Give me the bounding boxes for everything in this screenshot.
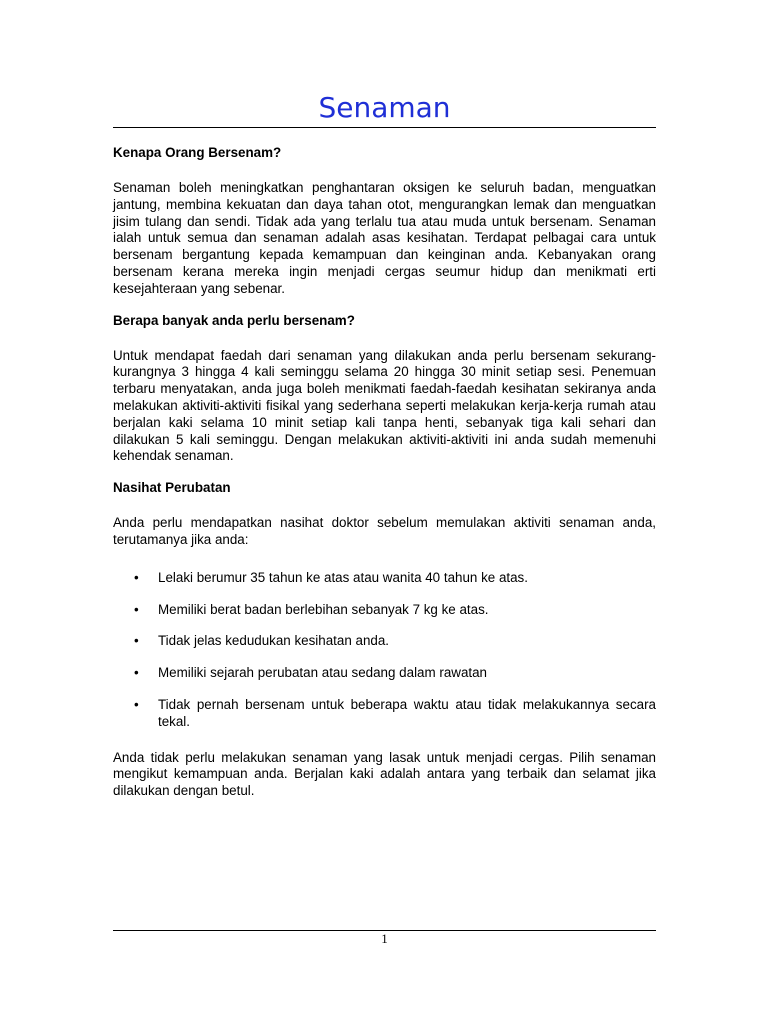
page-number: 1 xyxy=(381,931,388,946)
section-paragraph-medical-advice: Anda perlu mendapatkan nasihat doktor sebelum memulakan aktiviti senaman anda, terutamanya jika anda: xyxy=(113,515,656,547)
document-body xyxy=(113,144,656,814)
bullet-icon: • xyxy=(134,633,139,649)
page-title: Senaman xyxy=(318,91,451,124)
bullet-icon: • xyxy=(134,696,139,712)
list-item xyxy=(113,665,656,682)
list-item xyxy=(113,602,656,619)
section-paragraph-why-exercise: Senaman boleh meningkatkan penghantaran oksigen ke seluruh badan, menguatkan jantung, membina kekuatan dan daya tahan otot, mengurangkan lemak dan menguatkan jisim tulang dan sendi. Tidak ada yang terlalu tua atau muda untuk bersenam. Senaman ialah untuk semua dan senaman adalah asas kesihatan. Terdapat pelbagai cara untuk bersenam bergantung kepada kemampuan dan keinginan anda. Kebanyakan orang bersenam kerana mereka ingin menjadi cergas seumur hidup dan menikmati erti kesejahteraan yang sebenar. xyxy=(113,180,656,296)
bullet-icon: • xyxy=(134,569,139,585)
section-heading-medical-advice: Nasihat Perubatan xyxy=(113,480,231,496)
list-item-text: Tidak jelas kedudukan kesihatan anda. xyxy=(158,633,390,649)
section-paragraph-how-much: Untuk mendapat faedah dari senaman yang dilakukan anda perlu bersenam sekurang-kurangnya 3 hingga 4 kali seminggu selama 20 hingga 30 minit setiap sesi. Penemuan terbaru menyatakan, anda juga boleh menikmati faedah-faedah kesihatan sekiranya anda melakukan aktiviti-aktiviti fisikal yang sederhana seperti melakukan kerja-kerja rumah atau berjalan kaki selama 10 minit setiap kali tanpa henti, sebanyak tiga kali sehari dan dilakukan 5 kali seminggu. Dengan melakukan aktiviti-aktiviti ini anda sudah memenuhi kehendak senaman. xyxy=(113,347,656,464)
closing-paragraph: Anda tidak perlu melakukan senaman yang lasak untuk menjadi cergas. Pilih senaman mengikut kemampuan anda. Berjalan kaki adalah antara yang terbaik dan selamat jika dilakukan dengan betul. xyxy=(113,749,656,799)
bullet-icon: • xyxy=(134,601,139,617)
medical-advice-list xyxy=(113,570,656,731)
list-item-text: Tidak pernah bersenam untuk beberapa waktu atau tidak melakukannya secara tekal. xyxy=(158,696,656,729)
list-item xyxy=(113,697,656,731)
list-item-text: Memiliki sejarah perubatan atau sedang dalam rawatan xyxy=(158,665,488,681)
section-heading-why-exercise: Kenapa Orang Bersenam? xyxy=(113,145,282,160)
section-heading-how-much: Berapa banyak anda perlu bersenam? xyxy=(113,312,355,328)
list-item xyxy=(113,570,656,587)
list-item-text: Memiliki berat badan berlebihan sebanyak 7 kg ke atas. xyxy=(158,601,489,617)
list-item xyxy=(113,633,656,650)
title-divider xyxy=(113,127,656,128)
list-item-text: Lelaki berumur 35 tahun ke atas atau wanita 40 tahun ke atas. xyxy=(158,569,528,585)
bullet-icon: • xyxy=(134,665,139,681)
